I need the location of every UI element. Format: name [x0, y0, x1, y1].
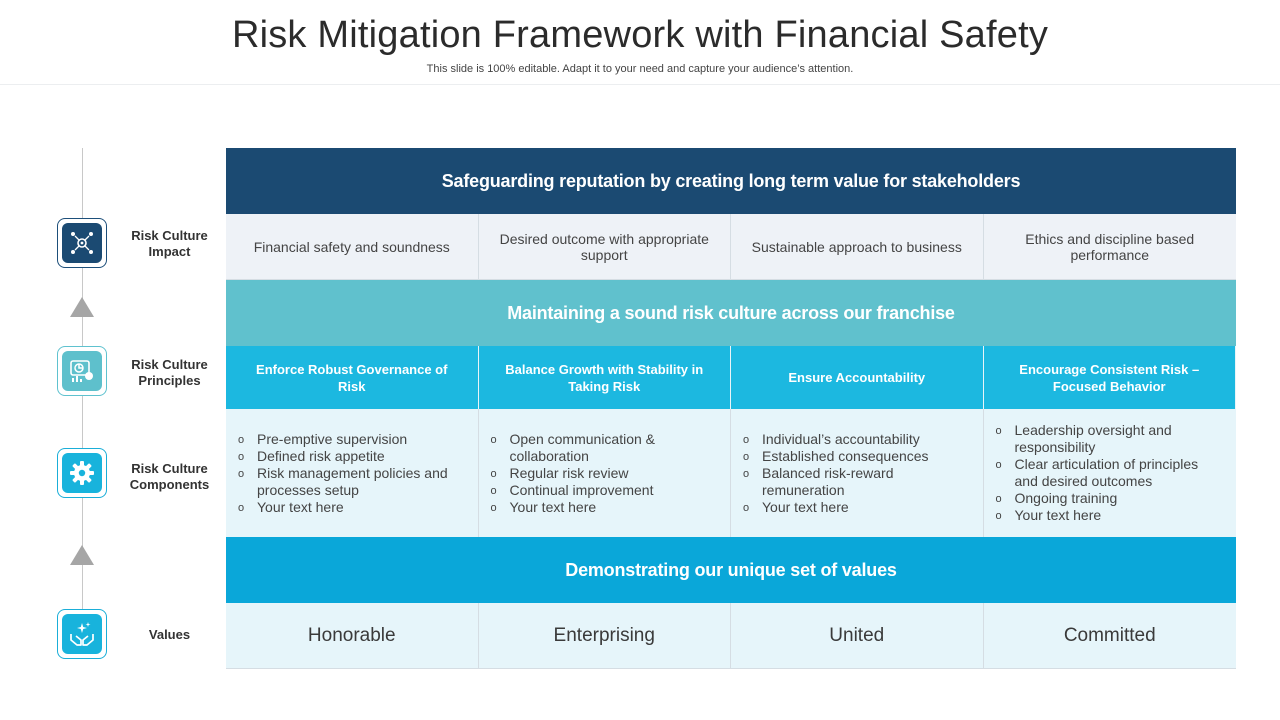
network-gear-icon: [62, 223, 102, 263]
impact-cell: Sustainable approach to business: [731, 214, 984, 280]
hands-sparkle-icon: [62, 614, 102, 654]
page-subtitle: This slide is 100% editable. Adapt it to your need and capture your audience’s attention.: [426, 63, 854, 75]
risk-culture-principles-label: Risk Culture Principles: [131, 357, 208, 388]
value-cell: Honorable: [226, 603, 479, 669]
chart-user-icon: [62, 351, 102, 391]
list-item: o Defined risk appetite: [238, 448, 464, 465]
component-list-cell: [731, 409, 984, 537]
risk-culture-components-node: [57, 448, 107, 498]
bullet-list: [491, 431, 717, 516]
list-item: o Ongoing training: [996, 490, 1223, 507]
list-item: o Your text here: [743, 499, 969, 516]
list-item: o Your text here: [238, 499, 464, 516]
bottom-banner: Demonstrating our unique set of values: [226, 537, 1236, 603]
principles-row: [226, 346, 1236, 409]
up-arrow-icon: [70, 545, 94, 565]
values-row: [226, 603, 1236, 669]
list-item: o Individual’s accountability: [743, 431, 969, 448]
list-item: o Pre-emptive supervision: [238, 431, 464, 448]
up-arrow-icon: [70, 297, 94, 317]
value-cell: Enterprising: [479, 603, 732, 669]
principle-head: Balance Growth with Stability in Taking Risk: [479, 346, 732, 409]
list-item: o Your text here: [996, 507, 1223, 524]
top-banner: Safeguarding reputation by creating long term value for stakeholders: [226, 148, 1236, 214]
bullet-list: [743, 431, 969, 516]
gear-icon: [62, 453, 102, 493]
risk-culture-principles-node: [57, 346, 107, 396]
impact-cell: Desired outcome with appropriate support: [479, 214, 732, 280]
risk-culture-components-label: Risk Culture Components: [129, 461, 210, 492]
list-item: o Clear articulation of principles and desired outcomes: [996, 456, 1223, 490]
impact-row: [226, 214, 1236, 280]
components-row: [226, 409, 1236, 537]
values-label: Values: [148, 627, 191, 642]
risk-culture-impact-node: [57, 218, 107, 268]
bullet-list: [238, 431, 464, 516]
risk-culture-impact-label: Risk Culture Impact: [131, 228, 208, 259]
value-cell: United: [731, 603, 984, 669]
principle-head: Encourage Consistent Risk – Focused Behavior: [984, 346, 1237, 409]
component-list-cell: [479, 409, 732, 537]
header-divider: [0, 84, 1280, 85]
page-title: Risk Mitigation Framework with Financial Safety: [231, 14, 1049, 56]
list-item: o Balanced risk-reward remuneration: [743, 465, 969, 499]
framework-table: [226, 148, 1236, 669]
impact-cell: Ethics and discipline based performance: [984, 214, 1237, 280]
bullet-list: [996, 422, 1223, 524]
list-item: o Leadership oversight and responsibility: [996, 422, 1223, 456]
list-item: o Your text here: [491, 499, 717, 516]
list-item: o Open communication & collaboration: [491, 431, 717, 465]
middle-banner: Maintaining a sound risk culture across our franchise: [226, 280, 1236, 346]
component-list-cell: [984, 409, 1237, 537]
list-item: o Risk management policies and processes setup: [238, 465, 464, 499]
list-item: o Established consequences: [743, 448, 969, 465]
impact-cell: Financial safety and soundness: [226, 214, 479, 280]
principle-head: Ensure Accountability: [731, 346, 984, 409]
list-item: o Continual improvement: [491, 482, 717, 499]
principle-head: Enforce Robust Governance of Risk: [226, 346, 479, 409]
value-cell: Committed: [984, 603, 1237, 669]
values-node: [57, 609, 107, 659]
list-item: o Regular risk review: [491, 465, 717, 482]
component-list-cell: [226, 409, 479, 537]
